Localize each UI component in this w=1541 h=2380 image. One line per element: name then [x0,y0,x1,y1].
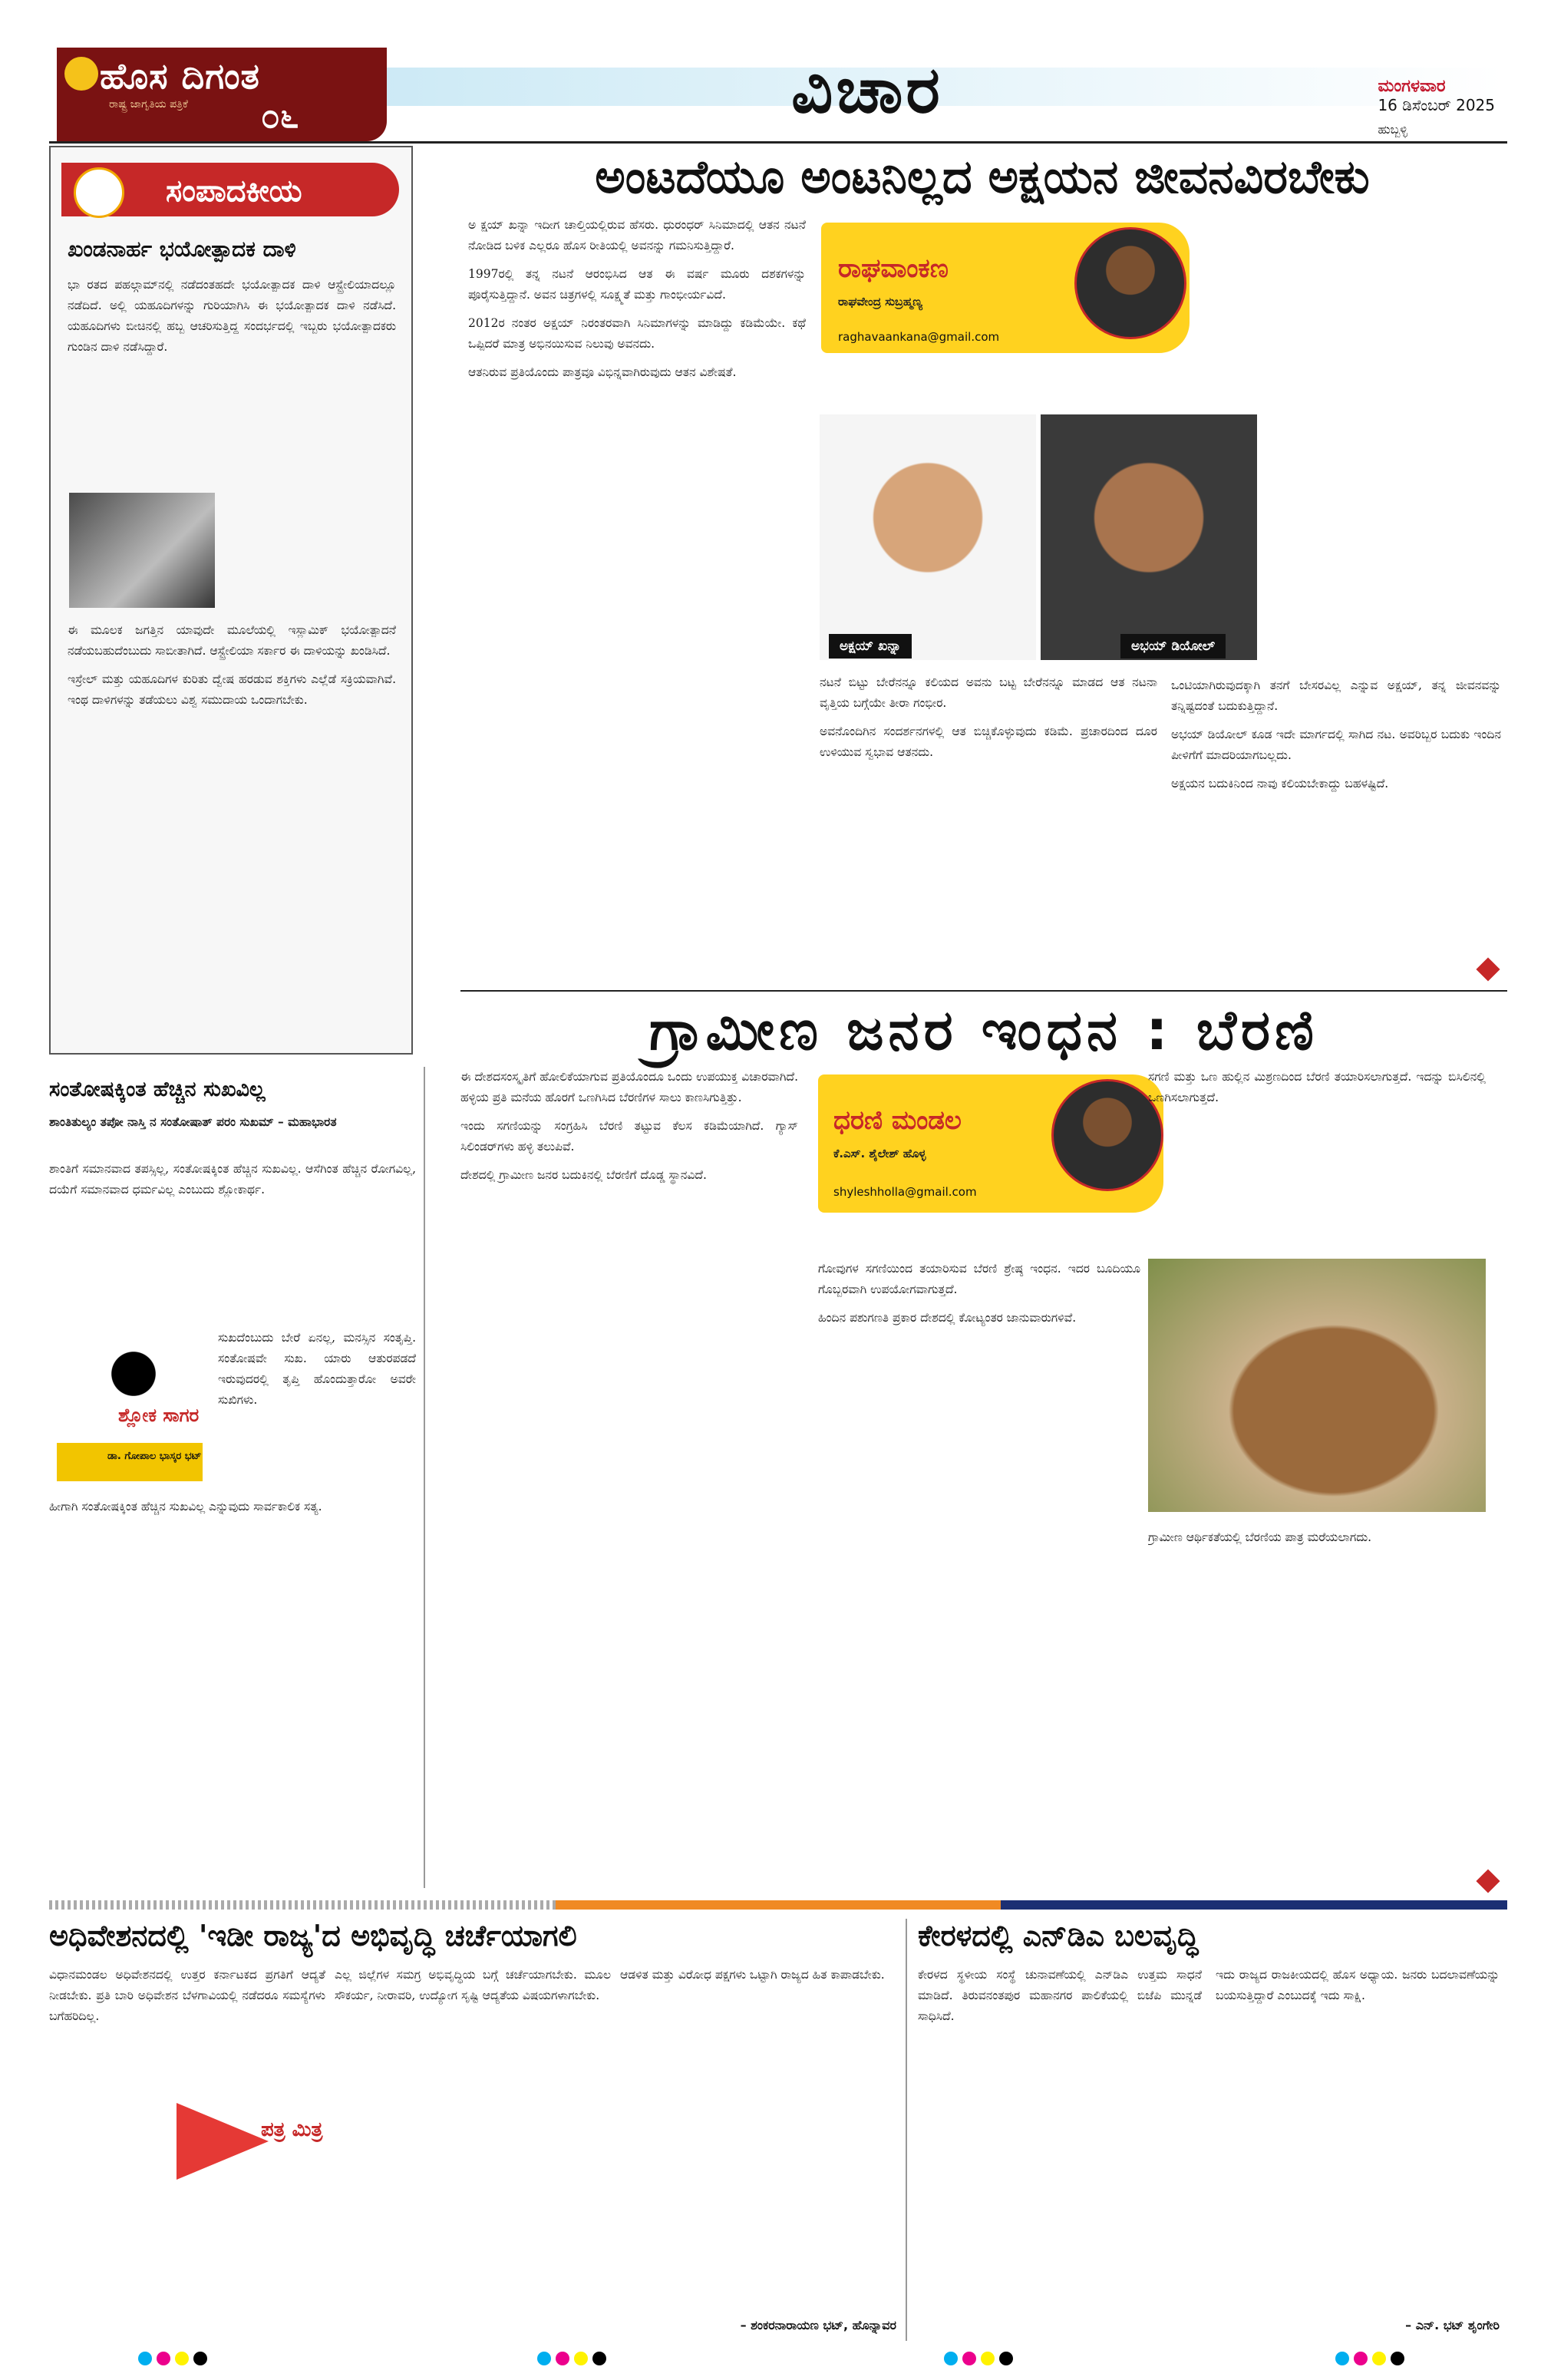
editorial-body-2 [68,620,396,1035]
black-dot [592,2352,606,2365]
paragraph: ಅಭಯ್ ಡಿಯೋಲ್ ಕೂಡ ಇದೇ ಮಾರ್ಗದಲ್ಲಿ ಸಾಗಿದ ನಟ. ಅವರಿಬ್ಬರ ಬದುಕು ಇಂದಿನ ಪೀಳಿಗೆಗೆ ಮಾದರಿಯಾಗಬಲ್ಲದು. [1171,728,1501,762]
top-article-column-2 [820,672,1157,979]
paper-name: ಹೊಸ ದಿಗಂತ [100,55,260,97]
letter-2-column-1 [918,1965,1202,2333]
magenta-dot [556,2352,569,2365]
paragraph: ನಟನೆ ಬಿಟ್ಟು ಬೇರೆನನ್ನೂ ಕಲಿಯದ ಅವನು ಬಟ್ಟ ಬೇರೆನನ್ನೂ ಮಾಡದ ಆತ ನಟನಾ ವೃತ್ತಿಯ ಬಗ್ಗೆಯೇ ತೀರಾ ಗಂಭೀರ. [820,675,1157,710]
mid-article-column-3a [1148,1067,1486,1251]
magenta-dot [1354,2352,1368,2365]
registration-marks-far-right [1335,2352,1409,2368]
quill-icon [72,1335,195,1412]
band-navy [1001,1900,1507,1910]
editorial-headline: ಖಂಡನಾರ್ಹ ಭಯೋತ್ಪಾದಕ ದಾಳಿ [68,236,296,262]
photo-caption-left: ಅಕ್ಷಯ್ ಖನ್ನಾ [829,634,912,659]
date-label: 16 ಡಿಸೆಂಬರ್ 2025 [1378,96,1495,114]
photo-caption-right: ಅಭಯ್ ಡಿಯೋಲ್ [1120,634,1226,659]
mid-article-column-1 [460,1067,798,1888]
paragraph: ಸಗಣಿ ಮತ್ತು ಒಣ ಹುಲ್ಲಿನ ಮಿಶ್ರಣದಿಂದ ಬೆರಣಿ ತಯಾರಿಸಲಾಗುತ್ತದೆ. ಇದನ್ನು ಬಿಸಿಲಿನಲ್ಲಿ ಒಣಗಿಸಲಾಗುತ್ತದೆ. [1148,1070,1486,1104]
black-dot [999,2352,1013,2365]
section-title: ವಿಚಾರ [791,52,943,127]
paragraph: ಸುಖದೆಂಬುದು ಬೇರೆ ಏನಲ್ಲ, ಮನಸ್ಸಿನ ಸಂತೃಪ್ತಿ. ಸಂತೋಷವೇ ಸುಖ. ಯಾರು ಆತುರಪಡದೆ ಇರುವುದರಲ್ಲಿ ತೃಪ್ತಿ ಹೊಂದುತ್ತಾರೋ ಅವರೇ ಸುಖಿಗಳು. [218,1331,416,1407]
paragraph: ಗೋವುಗಳ ಸಗಣಿಯಿಂದ ತಯಾರಿಸುವ ಬೆರಣಿ ಶ್ರೇಷ್ಠ ಇಂಧನ. ಇದರ ಬೂದಿಯೂ ಗೊಬ್ಬರವಾಗಿ ಉಪಯೋಗವಾಗುತ್ತದೆ. [818,1262,1140,1296]
side-column-headline: ಸಂತೋಷಕ್ಕಿಂತ ಹೆಚ್ಚಿನ ಸುಖವಿಲ್ಲ [49,1078,266,1101]
cow-dung-cakes-photo [1148,1259,1486,1512]
registration-marks-right [944,2352,1018,2368]
column-divider [906,1919,907,2341]
mid-article-column-3b [1148,1527,1486,1880]
editorial-paragraph: ಇಸ್ರೇಲ್ ಮತ್ತು ಯಹೂದಿಗಳ ಕುರಿತು ದ್ವೇಷ ಹರಡುವ ಶಕ್ತಿಗಳು ಎಲ್ಲೆಡೆ ಸಕ್ರಿಯವಾಗಿವೆ. ಇಂಥ ದಾಳಿಗಳನ್ನು ತಡೆಯಲು ವಿಶ್ವ ಸಮುದಾಯ ಒಂದಾಗಬೇಕು. [68,672,396,707]
globe-emblem-icon [74,167,124,218]
section-rule [460,990,1507,992]
mid-article-column-2 [818,1259,1140,1888]
paragraph: ಗ್ರಾಮೀಣ ಆರ್ಥಿಕತೆಯಲ್ಲಿ ಬೆರಣಿಯ ಪಾತ್ರ ಮರೆಯಲಾಗದು. [1148,1530,1372,1544]
editorial-paragraph: ಈ ಮೂಲಕ ಜಗತ್ತಿನ ಯಾವುದೇ ಮೂಲೆಯಲ್ಲಿ ಇಸ್ಲಾಮಿಕ್ ಭಯೋತ್ಪಾದನೆ ನಡೆಯಬಹುದೆಂಬುದು ಸಾಬೀತಾಗಿದೆ. ಆಸ್ಟ್ರೇಲಿಯಾ ಸರ್ಕಾರ ಈ ದಾಳಿಯನ್ನು ಖಂಡಿಸಿದೆ. [68,623,396,658]
cyan-dot [138,2352,152,2365]
masthead-rule [49,141,1507,144]
badge-label: ಪತ್ರ ಮಿತ್ರ [261,2118,323,2141]
side-column-body-1 [49,1159,416,1320]
yellow-dot [175,2352,189,2365]
letter-2-column-2 [1216,1965,1500,2318]
cyan-dot [1335,2352,1349,2365]
paragraph: ಹಿಂದಿನ ಪಶುಗಣತಿ ಪ್ರಕಾರ ದೇಶದಲ್ಲಿ ಕೋಟ್ಯಂತರ ಜಾನುವಾರುಗಳಿವೆ. [818,1311,1077,1325]
paragraph: ಇಂದು ಸಗಣಿಯನ್ನು ಸಂಗ್ರಹಿಸಿ ಬೆರಣಿ ತಟ್ಟುವ ಕೆಲಸ ಕಡಿಮೆಯಾಗಿದೆ. ಗ್ಯಾಸ್ ಸಿಲಿಂಡರ್‌ಗಳು ಹಳ್ಳಿ ತಲುಪಿವೆ. [460,1119,798,1154]
editorial-box [49,146,413,1055]
yellow-dot [1372,2352,1386,2365]
top-article-column-3 [1171,215,1501,975]
patra-mitra-badge [177,2095,330,2187]
paragraph: ಆಡಳಿತ ಮತ್ತು ವಿರೋಧ ಪಕ್ಷಗಳು ಒಟ್ಟಾಗಿ ರಾಜ್ಯದ ಹಿತ ಕಾಪಾಡಬೇಕು. [620,1968,885,1982]
page-number: ೦೬ [261,97,299,136]
letter-1-column-3 [620,1965,896,2318]
black-dot [1391,2352,1404,2365]
dateline [1378,77,1495,137]
columnist-email: raghavaankana@gmail.com [838,330,1000,344]
author-band [57,1443,203,1481]
registration-marks-mid [537,2352,611,2368]
paragraph: ಒಂಟಿಯಾಗಿರುವುದಕ್ಕಾಗಿ ತನಗೆ ಬೇಸರವಿಲ್ಲ ಎನ್ನುವ ಅಕ್ಷಯ್, ತನ್ನ ಜೀವನವನ್ನು ತನ್ನಿಷ್ಟದಂತೆ ಬದುಕುತ್ತಿದ್ದಾನೆ. [1171,678,1501,713]
paragraph: ಅಕ್ಷಯನ ಬದುಕಿನಿಂದ ನಾವು ಕಲಿಯಬೇಕಾದ್ದು ಬಹಳಷ್ಟಿದೆ. [1171,777,1389,791]
magenta-dot [962,2352,976,2365]
cyan-dot [944,2352,958,2365]
column-name-mid: ಧರಣಿ ಮಂಡಲ [833,1105,962,1136]
lamp-logo-icon [64,57,98,91]
columnist-email-mid: shyleshholla@gmail.com [833,1185,977,1199]
yellow-dot [981,2352,995,2365]
paragraph: ಇದು ರಾಜ್ಯದ ರಾಜಕೀಯದಲ್ಲಿ ಹೊಸ ಅಧ್ಯಾಯ. ಜನರು ಬದಲಾವಣೆಯನ್ನು ಬಯಸುತ್ತಿದ್ದಾರೆ ಎಂಬುದಕ್ಕೆ ಇದು ಸಾಕ್ಷಿ. [1216,1968,1500,2002]
city-label: ಹುಬ್ಬಳ್ಳಿ [1378,122,1408,137]
letter-1-byline: – ಶಂಕರನಾರಾಯಣ ಭಟ್, ಹೊನ್ನಾವರ [740,2318,896,2332]
top-article-headline: ಅಂಟದೆಯೂ ಅಂಟನಿಲ್ಲದ ಅಕ್ಷಯನ ಜೀವನವಿರಬೇಕು [595,150,1370,204]
side-column-body-3 [49,1497,416,1880]
yellow-dot [574,2352,588,2365]
paragraph: ಈ ದೇಶದಸಂಸ್ಕೃತಿಗೆ ಹೋಲಿಕೆಯಾಗುವ ಪ್ರತಿಯೊಂದೂ ಒಂದು ಉಪಯುಕ್ತ ವಿಚಾರವಾಗಿದೆ. ಹಳ್ಳಿಯ ಪ್ರತಿ ಮನೆಯ ಹೊರಗೆ ಒಣಗಿಸಿದ ಬೆರಣಿಗಳ ಸಾಲು ಕಾಣಸಿಗುತ್ತಿತ್ತು. [460,1070,798,1104]
band-orange [556,1900,1001,1910]
paragraph: ದೇಶದಲ್ಲಿ ಗ್ರಾಮೀಣ ಜನರ ಬದುಕಿನಲ್ಲಿ ಬೆರಣಿಗೆ ದೊಡ್ಡ ಸ್ಥಾನವಿದೆ. [460,1168,707,1182]
cyan-dot [537,2352,551,2365]
band-pattern-left [49,1900,556,1910]
side-column-body-2 [218,1328,416,1489]
shloka-quote: ಶಾಂತಿತುಲ್ಯಂ ತಪೋ ನಾಸ್ತಿ ನ ಸಂತೋಷಾತ್ ಪರಂ ಸುಖಮ್ – ಮಹಾಭಾರತ [49,1114,337,1129]
paragraph: ಅ ಕ್ಷಯ್ ಖನ್ನಾ ಇದೀಗ ಚಾಲ್ತಿಯಲ್ಲಿರುವ ಹೆಸರು. ಧುರಂಧರ್ ಸಿನಿಮಾದಲ್ಲಿ ಆತನ ನಟನೆ ನೋಡಿದ ಬಳಿಕ ಎಲ್ಲರೂ ಹೊಸ ರೀತಿಯಲ್ಲಿ ಅವನನ್ನು ಗಮನಿಸುತ್ತಿದ್ದಾರೆ. [468,218,806,253]
actor-photo-left [820,414,1036,660]
paragraph: 1997ರಲ್ಲಿ ತನ್ನ ನಟನೆ ಆರಂಭಿಸಿದ ಆತ ಈ ವರ್ಷ ಮೂರು ದಶಕಗಳನ್ನು ಪೂರೈಸುತ್ತಿದ್ದಾನೆ. ಅವನ ಚಿತ್ರಗಳಲ್ಲಿ ಸೂಕ್ಷ್ಮತೆ ಮತ್ತು ಗಾಂಭೀರ್ಯವಿದೆ. [468,267,806,302]
column-name: ರಾಘವಾಂಕಣ [838,253,949,284]
letter-1-column-2 [335,1965,611,2333]
magenta-dot [157,2352,170,2365]
top-article-column-1 [468,215,806,982]
editorial-banner-label: ಸಂಪಾದಕೀಯ [166,173,302,209]
series-name: ಶ್ಲೋಕ ಸಾಗರ [118,1405,200,1426]
series-author: ಡಾ. ಗೋಪಾಲ ಭಾಸ್ಕರ ಭಟ್ [107,1451,202,1462]
attack-photo [69,493,215,608]
day-label: ಮಂಗಳವಾರ [1378,77,1446,96]
letter-1-headline: ಅಧಿವೇಶನದಲ್ಲಿ 'ಇಡೀ ರಾಜ್ಯ'ದ ಅಭಿವೃದ್ಧಿ ಚರ್ಚೆಯಾಗಲಿ [49,1919,577,1953]
paragraph: 2012ರ ನಂತರ ಅಕ್ಷಯ್ ನಿರಂತರವಾಗಿ ಸಿನಿಮಾಗಳನ್ನು ಮಾಡಿದ್ದು ಕಡಿಮೆಯೇ. ಕಥೆ ಒಪ್ಪಿದರೆ ಮಾತ್ರ ಅಭಿನಯಿಸುವ ನಿಲುವು ಅವನದು. [468,316,806,351]
paragraph: ಅವನೊಂದಿಗಿನ ಸಂದರ್ಶನಗಳಲ್ಲಿ ಆತ ಬಿಚ್ಚಿಕೊಳ್ಳುವುದು ಕಡಿಮೆ. ಪ್ರಚಾರದಿಂದ ದೂರ ಉಳಿಯುವ ಸ್ವಭಾವ ಆತನದು. [820,725,1157,759]
paragraph: ವಿಧಾನಮಂಡಲ ಅಧಿವೇಶನದಲ್ಲಿ ಉತ್ತರ ಕರ್ನಾಟಕದ ಪ್ರಗತಿಗೆ ಆದ್ಯತೆ ನೀಡಬೇಕು. ಪ್ರತಿ ಬಾರಿ ಅಧಿವೇಶನ ಬೆಳಗಾವಿಯಲ್ಲಿ ನಡೆದರೂ ಸಮಸ್ಯೆಗಳು ಬಗೆಹರಿದಿಲ್ಲ. [49,1968,325,2023]
mid-article-headline: ಗ್ರಾಮೀಣ ಜನರ ಇಂಧನ : ಬೆರಣಿ [648,998,1319,1062]
paragraph: ಕೇರಳದ ಸ್ಥಳೀಯ ಸಂಸ್ಥೆ ಚುನಾವಣೆಯಲ್ಲಿ ಎನ್‌ಡಿಎ ಉತ್ತಮ ಸಾಧನೆ ಮಾಡಿದೆ. ತಿರುವನಂತಪುರ ಮಹಾನಗರ ಪಾಲಿಕೆಯಲ್ಲಿ ಬಿಜೆಪಿ ಮುನ್ನಡೆ ಸಾಧಿಸಿದೆ. [918,1968,1202,2023]
paper-plane-icon [177,2103,269,2180]
shloka-sagara-logo [49,1328,210,1489]
columnist-avatar [1074,227,1186,339]
paper-tagline: ರಾಷ್ಟ್ರ ಜಾಗೃತಿಯ ಪತ್ರಿಕೆ [109,98,188,111]
columnist-name-mid: ಕೆ.ಎಸ್. ಶೈಲೇಶ್ ಹೊಳ್ಳ [833,1147,926,1160]
editorial-paragraph: ಭಾ ರತದ ಪಹಲ್ಗಾಮ್‌ನಲ್ಲಿ ನಡೆದಂತಹದೇ ಭಯೋತ್ಪಾದಕ ದಾಳಿ ಆಸ್ಟ್ರೇಲಿಯಾದಲ್ಲೂ ನಡೆದಿದೆ. ಅಲ್ಲಿ ಯಹೂದಿಗಳನ್ನು ಗುರಿಯಾಗಿಸಿ ಈ ಭಯೋತ್ಪಾದಕ ದಾಳಿ ನಡೆಸಿದೆ. ಯಹೂದಿಗಳು ಬೀಚಿನಲ್ಲಿ ಹಬ್ಬ ಆಚರಿಸುತ್ತಿದ್ದ ಸಂದರ್ಭದಲ್ಲಿ ಇಬ್ಬರು ಭಯೋತ್ಪಾದಕರು ಗುಂಡಿನ ದಾಳಿ ನಡೆಸಿದ್ದಾರೆ. [68,278,396,354]
column-divider [424,1067,425,1888]
paragraph: ಆತನಿರುವ ಪ್ರತಿಯೊಂದು ಪಾತ್ರವೂ ವಿಭಿನ್ನವಾಗಿರುವುದು ಆತನ ವಿಶೇಷತೆ. [468,365,737,379]
paragraph: ಶಾಂತಿಗೆ ಸಮಾನವಾದ ತಪಸ್ಸಿಲ್ಲ, ಸಂತೋಷಕ್ಕಿಂತ ಹೆಚ್ಚಿನ ಸುಖವಿಲ್ಲ. ಆಸೆಗಿಂತ ಹೆಚ್ಚಿನ ರೋಗವಿಲ್ಲ, ದಯೆಗೆ ಸಮಾನವಾದ ಧರ್ಮವಿಲ್ಲ ಎಂಬುದು ಶ್ಲೋಕಾರ್ಥ. [49,1162,416,1197]
letter-2-headline: ಕೇರಳದಲ್ಲಿ ಎನ್‌ಡಿಎ ಬಲವೃದ್ಧಿ [918,1919,1199,1953]
paragraph: ಹೀಗಾಗಿ ಸಂತೋಷಕ್ಕಿಂತ ಹೆಚ್ಚಿನ ಸುಖವಿಲ್ಲ ಎನ್ನುವುದು ಸಾರ್ವಕಾಲಿಕ ಸತ್ಯ. [49,1500,322,1513]
letter-2-byline: – ಎನ್. ಭಟ್ ಶೃಂಗೇರಿ [1405,2318,1500,2332]
columnist-name: ರಾಘವೇಂದ್ರ ಸುಬ್ರಹ್ಮಣ್ಯ [838,295,922,309]
columnist-avatar-mid [1051,1079,1163,1191]
registration-marks-left [138,2352,212,2368]
black-dot [193,2352,207,2365]
paragraph: ಎಲ್ಲ ಜಿಲ್ಲೆಗಳ ಸಮಗ್ರ ಅಭಿವೃದ್ಧಿಯ ಬಗ್ಗೆ ಚರ್ಚೆಯಾಗಬೇಕು. ಮೂಲ ಸೌಕರ್ಯ, ನೀರಾವರಿ, ಉದ್ಯೋಗ ಸೃಷ್ಟಿ ಆದ್ಯತೆಯ ವಿಷಯಗಳಾಗಬೇಕು. [335,1968,611,2002]
